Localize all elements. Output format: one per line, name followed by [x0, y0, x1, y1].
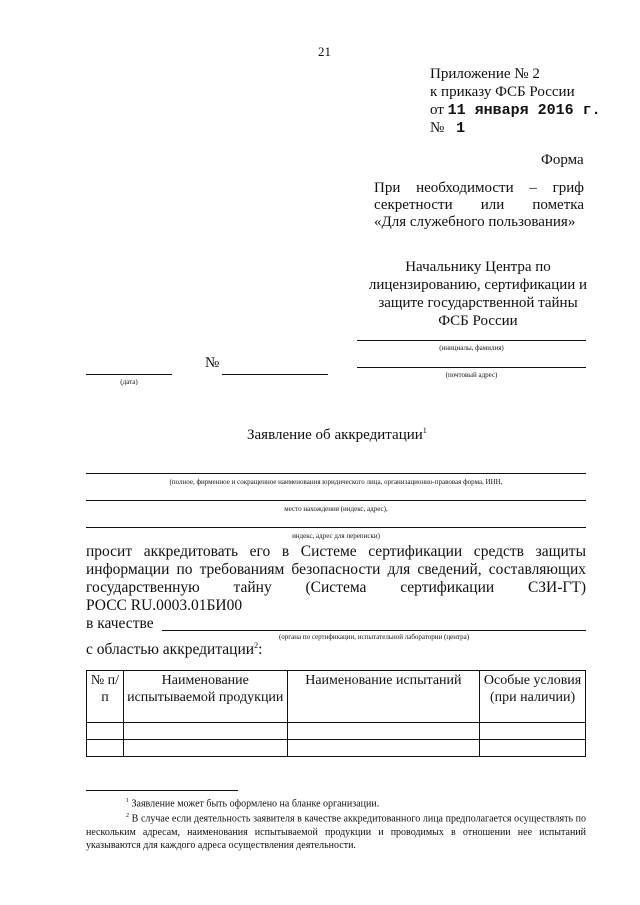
table-cell[interactable]	[123, 723, 287, 740]
body-line-3: государственную тайну (Система сертификации СЗИ-ГТ)	[86, 579, 586, 596]
addressee-line-3: защите государственной тайны	[378, 295, 578, 311]
table-cell[interactable]	[480, 723, 586, 740]
page-number: 21	[318, 44, 331, 59]
table-cell[interactable]	[123, 740, 287, 757]
appendix-date-value: 11 января 2016 г.	[447, 102, 601, 119]
date-line[interactable]	[86, 374, 172, 375]
addressee-line-4: ФСБ России	[438, 313, 518, 329]
table-row	[87, 723, 586, 740]
table-cell[interactable]	[287, 740, 480, 757]
scope-suffix: :	[258, 641, 263, 659]
secrecy-line-1: При необходимости – гриф	[374, 180, 584, 196]
addressee-line-1: Начальнику Центра по	[405, 259, 551, 275]
appendix-order: к приказу ФСБ России	[430, 84, 575, 100]
scope-label	[86, 641, 262, 659]
header-tests: Наименование испытаний	[287, 671, 480, 723]
scope-footnote-ref: 2	[254, 641, 259, 650]
appendix-title: Приложение № 2	[430, 66, 540, 82]
scope-table	[86, 670, 586, 757]
table-cell[interactable]	[480, 740, 586, 757]
table-cell[interactable]	[87, 740, 124, 757]
body-line-1: просит аккредитовать его в Системе сертификации средств защиты	[86, 543, 586, 560]
secrecy-line-3: «Для служебного пользования»	[374, 214, 576, 230]
table-header-row	[87, 671, 586, 723]
header-product: Наименование испытываемой продукции	[123, 671, 287, 723]
footnote-1	[86, 795, 586, 810]
initials-caption: (инициалы, фамилия)	[439, 344, 504, 352]
addressee-line-2: лицензированию, сертификации и	[368, 277, 588, 293]
location-line[interactable]	[86, 500, 586, 501]
as-label: в качестве	[86, 615, 154, 632]
role-line[interactable]	[162, 630, 586, 631]
form-label: Форма	[541, 152, 584, 168]
footnote-2	[86, 810, 586, 851]
statement-title	[247, 426, 427, 444]
secrecy-block	[374, 180, 584, 231]
header-number: № п/п	[87, 671, 124, 723]
addressee-block	[360, 258, 596, 330]
statement-footnote-ref: 1	[422, 426, 427, 435]
postal-caption: (почтовый адрес)	[445, 371, 498, 379]
role-caption: (органа по сертификации, испытательной лаборатории (центра)	[278, 633, 470, 641]
number-line[interactable]	[222, 374, 328, 375]
appendix-date-prefix: от	[430, 102, 444, 118]
body-line-2: информации по требованиям безопасности для сведений, составляющих	[86, 561, 586, 578]
correspondence-caption: индекс, адрес для переписки)	[292, 532, 380, 540]
appendix-number-value: 1	[456, 120, 466, 137]
table-cell[interactable]	[287, 723, 480, 740]
header-conditions: Особые условия (при наличии)	[480, 671, 586, 723]
legal-entity-line[interactable]	[86, 473, 586, 474]
body-text	[86, 543, 586, 615]
footnote-separator	[86, 790, 238, 791]
footnote-2-ref: 2	[126, 813, 129, 820]
footnotes	[86, 795, 586, 852]
scope-label-text: с областью аккредитации	[86, 641, 255, 659]
footnote-1-ref: 1	[126, 798, 129, 804]
table-cell[interactable]	[87, 723, 124, 740]
date-caption: (дата)	[120, 378, 138, 386]
footnote-2-text: В случае если деятельность заявителя в качестве аккредитованного лица предполагается осуществлять по нескольким адресам, наименования испытываемой продукции и проводимых в отношении нее испытаний указываются для каждого адреса осуществления деятельности.	[86, 813, 586, 851]
initials-line[interactable]	[357, 340, 586, 341]
secrecy-line-2: секретности или пометка	[374, 197, 584, 213]
body-line-4: РОСС RU.0003.01БИ00	[86, 597, 243, 614]
table-row	[87, 740, 586, 757]
statement-title-text: Заявление об аккредитации	[247, 427, 423, 443]
correspondence-line[interactable]	[86, 527, 586, 528]
appendix-number-prefix: №	[430, 120, 445, 136]
postal-address-line[interactable]	[357, 367, 586, 368]
location-caption: место нахождения (индекс, адрес),	[284, 505, 388, 513]
legal-entity-caption: (полное, фирменное и сокращенное наименования юридического лица, организационно-правовая форма, ИНН,	[169, 478, 503, 486]
number-sign: №	[205, 355, 220, 371]
footnote-1-text: Заявление может быть оформлено на бланке организации.	[131, 798, 380, 810]
